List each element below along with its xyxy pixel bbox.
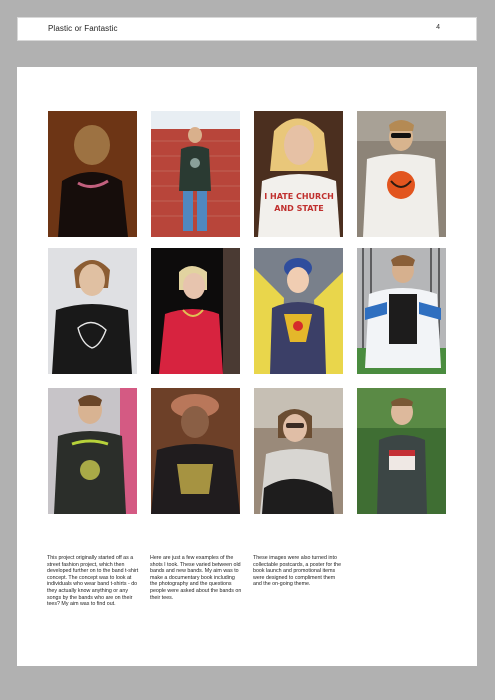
photo-10 — [151, 388, 240, 514]
document-page — [17, 67, 477, 666]
photo-11 — [254, 388, 343, 514]
page-title: Plastic or Fantastic — [48, 24, 118, 33]
photo-6 — [151, 248, 240, 374]
caption-2: Here are just a few examples of the shots I took. These varied between old bands and new bands. My aim was to make a documentary book including the photography and the questions people were asked about the bands on their tees. — [150, 555, 242, 601]
photo-1 — [48, 111, 137, 237]
page-header — [17, 17, 477, 41]
page-number: 4 — [436, 24, 440, 31]
photo-2 — [151, 111, 240, 237]
shirt-print-text: I HATE CHURCH — [264, 192, 334, 201]
photo-5 — [48, 248, 137, 374]
photo-4 — [357, 111, 446, 237]
photo-12 — [357, 388, 446, 514]
photo-7 — [254, 248, 343, 374]
caption-1: This project originally started off as a street fashion project, which then developed further on to the band t-shirt concept. The concept was to look at individuals who wear band t-shirts - do they actually know anything or any songs by the bands who are on their tees? My aim was to find out. — [47, 555, 139, 608]
photo-3 — [254, 111, 343, 237]
caption-3: These images were also turned into collectable postcards, a poster for the book launch and promotional items were designed to compliment them and the on-going theme. — [253, 555, 342, 588]
svg-text:AND STATE: AND STATE — [274, 204, 324, 213]
photo-8 — [357, 248, 446, 374]
photo-9 — [48, 388, 137, 514]
